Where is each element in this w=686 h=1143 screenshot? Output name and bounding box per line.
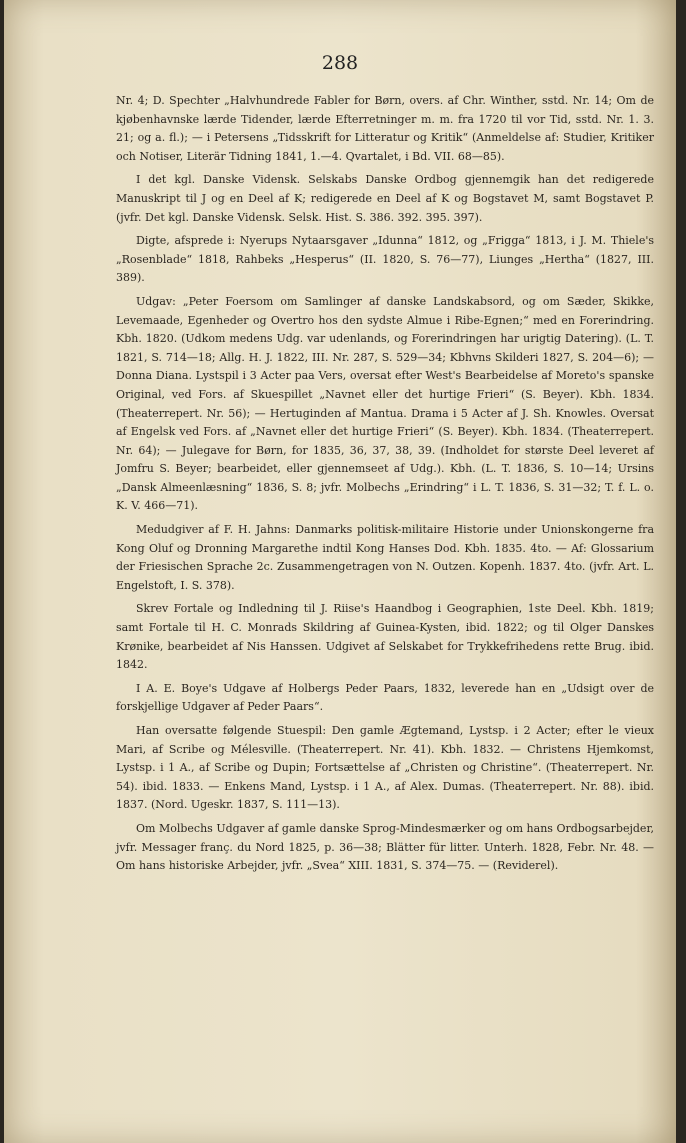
paragraph: I det kgl. Danske Vidensk. Selskabs Danske Ordbog gjennemgik han det redigerede Manuskript til J og en Deel af K; redigerede en Deel af K og Bogstavet M, samt Bogstavet P. (jvfr. Det kgl. Danske Vidensk. Selsk. Hist. S. 386. 392. 395. 397). — [116, 173, 654, 224]
paragraph: Nr. 4; D. Spechter „Halvhundrede Fabler for Børn, overs. af Chr. Winther, sstd. Nr. 14; Om de kjøbenhavnske lærde Tidender, lærde Efterretninger m. m. fra 1720 til vor Tid, sstd. Nr. 1. 3. 21; og a. fl.); — i Petersens „Tidsskrift for Litteratur og Kritik“ (Anmeldelse af: Studier, Kritiker och Notiser, Literär Tidning 1841, 1.—4. Qvartalet, i Bd. VII. 68—85). — [116, 94, 654, 163]
paragraph: Skrev Fortale og Indledning til J. Riise's Haandbog i Geographien, 1ste Deel. Kbh. 1819; samt Fortale til H. C. Monrads Skildring af Guinea-Kysten, ibid. 1822; og til Olger Danskes Krønike, bearbeidet af Nis Hanssen. Udgivet af Selskabet for Trykkefrihedens rette Brug. ibid. 1842. — [116, 602, 654, 672]
paragraph: Digte, afsprede i: Nyerups Nytaarsgaver „Idunna“ 1812, og „Frigga“ 1813, i J. M. Thiele's „Rosenblade“ 1818, Rahbeks „Hesperus“ (II. 1820, S. 76—77), Liunges „Hertha“ (1827, III. 389). — [116, 234, 654, 285]
paragraph: Medudgiver af F. H. Jahns: Danmarks politisk-militaire Historie under Unionskongerne fra Kong Oluf og Dronning Margarethe indtil Kong Hanses Dod. Kbh. 1835. 4to. — Af: Glossarium der Friesischen Sprache 2c. Zusammengetragen von N. Outzen. Kopenh. 1837. 4to. (jvfr. Art. L. Engelstoft, I. S. 378). — [116, 523, 654, 592]
paragraph: Om Molbechs Udgaver af gamle danske Sprog-Mindesmærker og om hans Ordbogsarbejder, jvfr. Messager franç. du Nord 1825, p. 36—38; Blätter für litter. Unterh. 1828, Febr. Nr. 48. — Om hans historiske Arbejder, jvfr. „Svea“ XIII. 1831, S. 374—75. — (Reviderel). — [116, 821, 654, 873]
paragraph: Udgav: „Peter Foersom om Samlinger af danske Landskabsord, og om Sæder, Skikke, Levemaade, Egenheder og Overtro hos den sydste Almue i Ribe-Egnen;“ med en Forerindring. Kbh. 1820. (Udkom medens Udg. var udenlands, og Forerindringen har urigtig Datering). (L. T. 1821, S. 714—18; Allg. H. J. 1822, III. Nr. 287, S. 529—34; Kbhvns Skilderi 1827, S. 204—6); — Donna Diana. Lystspil i 3 Acter paa Vers, oversat efter West's Bearbeidelse af Moreto's spanske Original, ved Fors. af Skuespillet „Navnet eller det hurtige Frieri“ (S. Beyer). Kbh. 1834. (Theaterrepert. Nr. 56); — Hertuginden af Mantua. Drama i 5 Acter af J. Sh. Knowles. Oversat af Engelsk ved Fors. af „Navnet eller det hurtige Frieri“ (S. Beyer). Kbh. 1834. (Theaterrepert. Nr. 64); — Julegave for Børn, for 1835, 36, 37, 38, 39. (Indholdet for største Deel leveret af Jomfru S. Beyer; bearbeidet, eller gjennemseet af Udg.). Kbh. (L. T. 1836, S. 10—14; Ursins „Dansk Almeenlæsning“ 1836, S. 8; jvfr. Molbechs „Erindring“ i L. T. 1836, S. 31—32; T. f. L. o. K. V. 466—71). — [116, 294, 654, 513]
paragraph: I A. E. Boye's Udgave af Holbergs Peder Paars, 1832, leverede han en „Udsigt over de forskjellige Udgaver af Peder Paars“. — [116, 681, 654, 714]
page-number: 288 — [321, 52, 359, 74]
book-page — [4, 0, 676, 1143]
page-body — [116, 92, 654, 881]
paragraph: Han oversatte følgende Stuespil: Den gamle Ægtemand, Lystsp. i 2 Acter; efter le vieux Mari, af Scribe og Mélesville. (Theaterrepert. Nr. 41). Kbh. 1832. — Christens Hjemkomst, Lystsp. i 1 A., af Scribe og Dupin; Fortsættelse af „Christen og Christine“. (Theaterrepert. Nr. 54). ibid. 1833. — Enkens Mand, Lystsp. i 1 A., af Alex. Dumas. (Theaterrepert. Nr. 88). ibid. 1837. (Nord. Ugeskr. 1837, S. 111—13). — [116, 724, 654, 812]
